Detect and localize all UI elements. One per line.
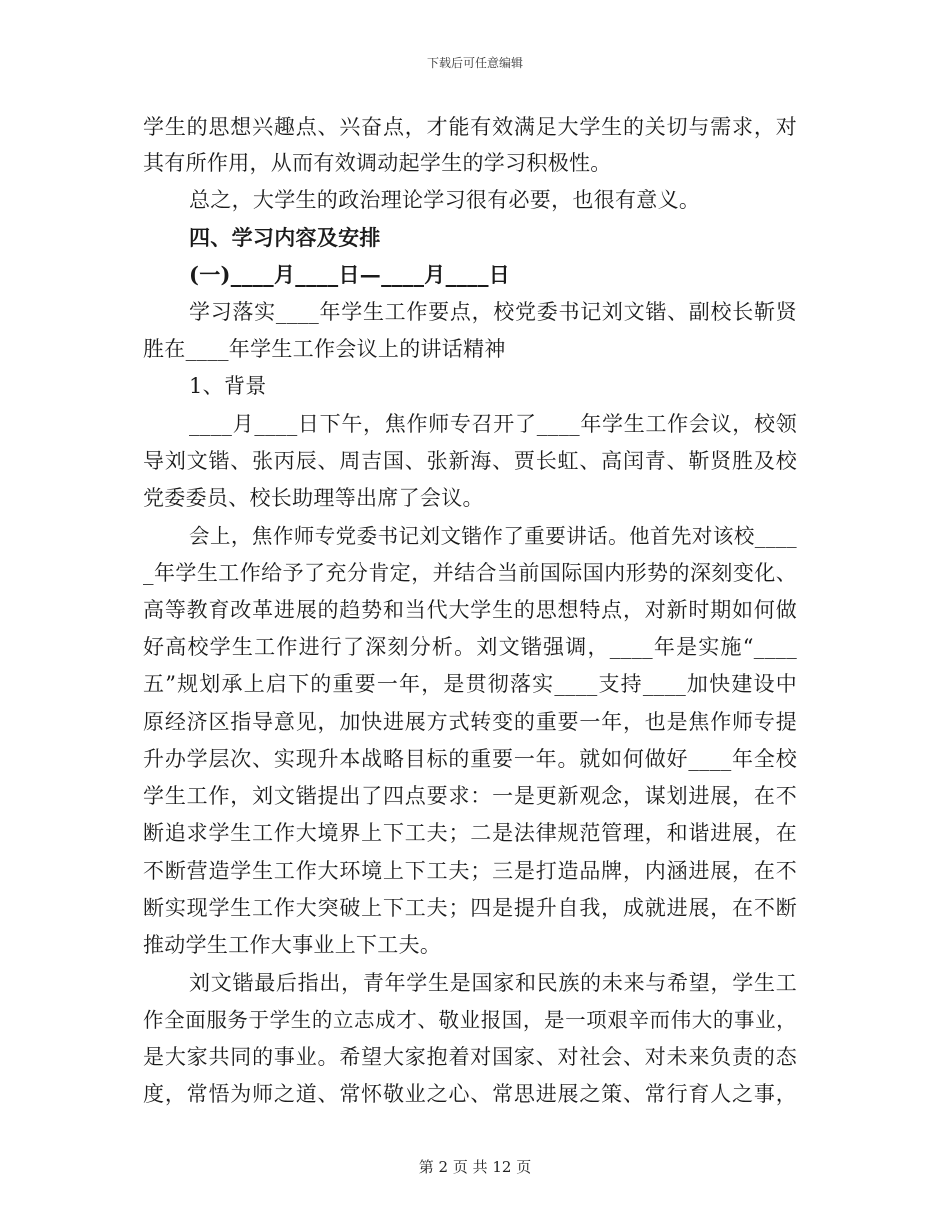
text-line: 胜在____年学生工作会议上的讲话精神 [143, 337, 506, 361]
text-line: 升办学层次、实现升本战略目标的重要一年。就如何做好____年全校 [143, 747, 797, 771]
text-line: 会上，焦作师专党委书记刘文锴作了重要讲话。他首先对该校____ [189, 524, 797, 548]
section-heading: 四、学习内容及安排 [189, 225, 381, 250]
item-heading: 1、背景 [189, 374, 267, 398]
text-line: 断实现学生工作大突破上下工夫；四是提升自我，成就进展，在不断 [143, 896, 797, 920]
text-line: _年学生工作给予了充分肯定，并结合当前国际国内形势的深刻变化、 [143, 561, 797, 585]
text-line: 好高校学生工作进行了深刻分析。刘文锴强调，____年是实施“____ [143, 635, 797, 659]
text-line: 学习落实____年学生工作要点，校党委书记刘文锴、副校长靳贤 [189, 300, 797, 324]
text-line: 导刘文锴、张丙辰、周吉国、张新海、贾长虹、高闰青、靳贤胜及校 [143, 449, 797, 473]
text-line: 高等教育改革进展的趋势和当代大学生的思想特点，对新时期如何做 [143, 598, 797, 622]
text-line: 断追求学生工作大境界上下工夫；二是法律规范管理，和谐进展，在 [143, 821, 797, 845]
text-line: 是大家共同的事业。希望大家抱着对国家、对社会、对未来负责的态 [143, 1045, 797, 1069]
text-line: 总之，大学生的政治理论学习很有必要，也很有意义。 [189, 188, 701, 212]
text-line: 学生的思想兴趣点、兴奋点，才能有效满足大学生的关切与需求，对 [143, 115, 797, 139]
page-header-note: 下载后可任意编辑 [426, 56, 523, 70]
text-line: 不断营造学生工作大环境上下工夫；三是打造品牌，内涵进展，在不 [143, 859, 797, 883]
text-line: 度，常悟为师之道、常怀敬业之心、常思进展之策、常行育人之事， [143, 1082, 797, 1106]
text-line: 五”规划承上启下的重要一年，是贯彻落实____支持____加快建设中 [143, 672, 797, 696]
subsection-heading: (一)____月____日—____月____日 [189, 262, 511, 287]
text-line: 学生工作，刘文锴提出了四点要求：一是更新观念，谋划进展，在不 [143, 784, 797, 808]
text-line: 推动学生工作大事业上下工夫。 [143, 933, 442, 957]
text-line: ____月____日下午，焦作师专召开了____年学生工作会议，校领 [189, 412, 797, 436]
text-line: 刘文锴最后指出，青年学生是国家和民族的未来与希望，学生工 [189, 971, 797, 995]
text-line: 其有所作用，从而有效调动起学生的学习积极性。 [143, 151, 612, 175]
page-footer-number: 第 2 页 共 12 页 [418, 1158, 532, 1176]
text-line: 原经济区指导意见，加快进展方式转变的重要一年，也是焦作师专提 [143, 710, 797, 734]
text-line: 作全面服务于学生的立志成才、敬业报国，是一项艰辛而伟大的事业， [143, 1008, 797, 1032]
text-line: 党委委员、校长助理等出席了会议。 [143, 486, 484, 510]
